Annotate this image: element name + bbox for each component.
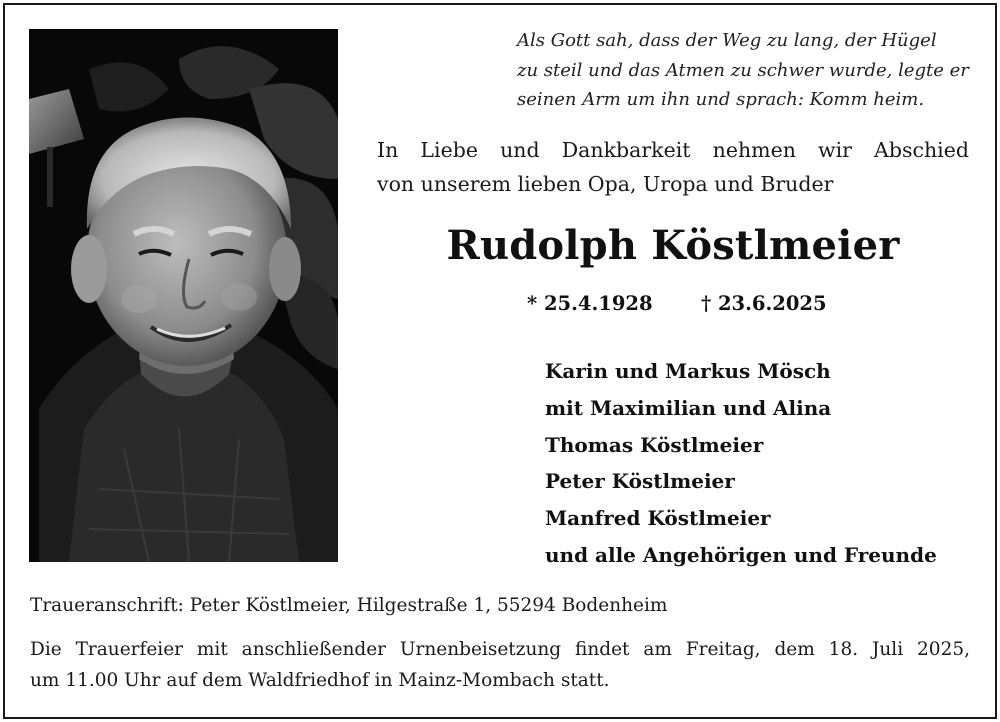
mourners-list bbox=[545, 353, 937, 574]
farewell-text bbox=[377, 133, 969, 201]
mourner-item: mit Maximilian und Alina bbox=[545, 395, 832, 420]
ceremony-info bbox=[30, 635, 970, 696]
mourner-item: und alle Angehörigen und Freunde bbox=[545, 542, 937, 567]
ceremony-line: Die Trauerfeier mit anschließender Urnenbeisetzung findet am Freitag, dem 18. Juli 2025, bbox=[30, 639, 970, 660]
quote-line: zu steil und das Atmen zu schwer wurde, legte er bbox=[517, 59, 969, 81]
deceased-name: Rudolph Köstlmeier bbox=[446, 222, 900, 269]
farewell-line: von unserem lieben Opa, Uropa und Bruder bbox=[377, 172, 834, 196]
quote-line: seinen Arm um ihn und sprach: Komm heim. bbox=[517, 89, 925, 110]
death-date: † 23.6.2025 bbox=[701, 292, 827, 315]
memorial-quote bbox=[517, 26, 977, 115]
mourner-item: Peter Köstlmeier bbox=[545, 469, 735, 494]
quote-line: Als Gott sah, dass der Weg zu lang, der Hügel bbox=[517, 30, 937, 51]
mourning-address: Traueranschrift: Peter Köstlmeier, Hilgestraße 1, 55294 Bodenheim bbox=[30, 595, 668, 616]
ceremony-line: um 11.00 Uhr auf dem Waldfriedhof in Mainz-Mombach statt. bbox=[30, 669, 610, 691]
mourner-item: Manfred Köstlmeier bbox=[545, 506, 771, 531]
portrait-photo bbox=[29, 29, 338, 562]
birth-date: * 25.4.1928 bbox=[527, 292, 653, 315]
mourner-item: Thomas Köstlmeier bbox=[545, 432, 764, 457]
farewell-line: In Liebe und Dankbarkeit nehmen wir Abschied bbox=[377, 138, 969, 162]
mourner-item: Karin und Markus Mösch bbox=[545, 359, 831, 383]
